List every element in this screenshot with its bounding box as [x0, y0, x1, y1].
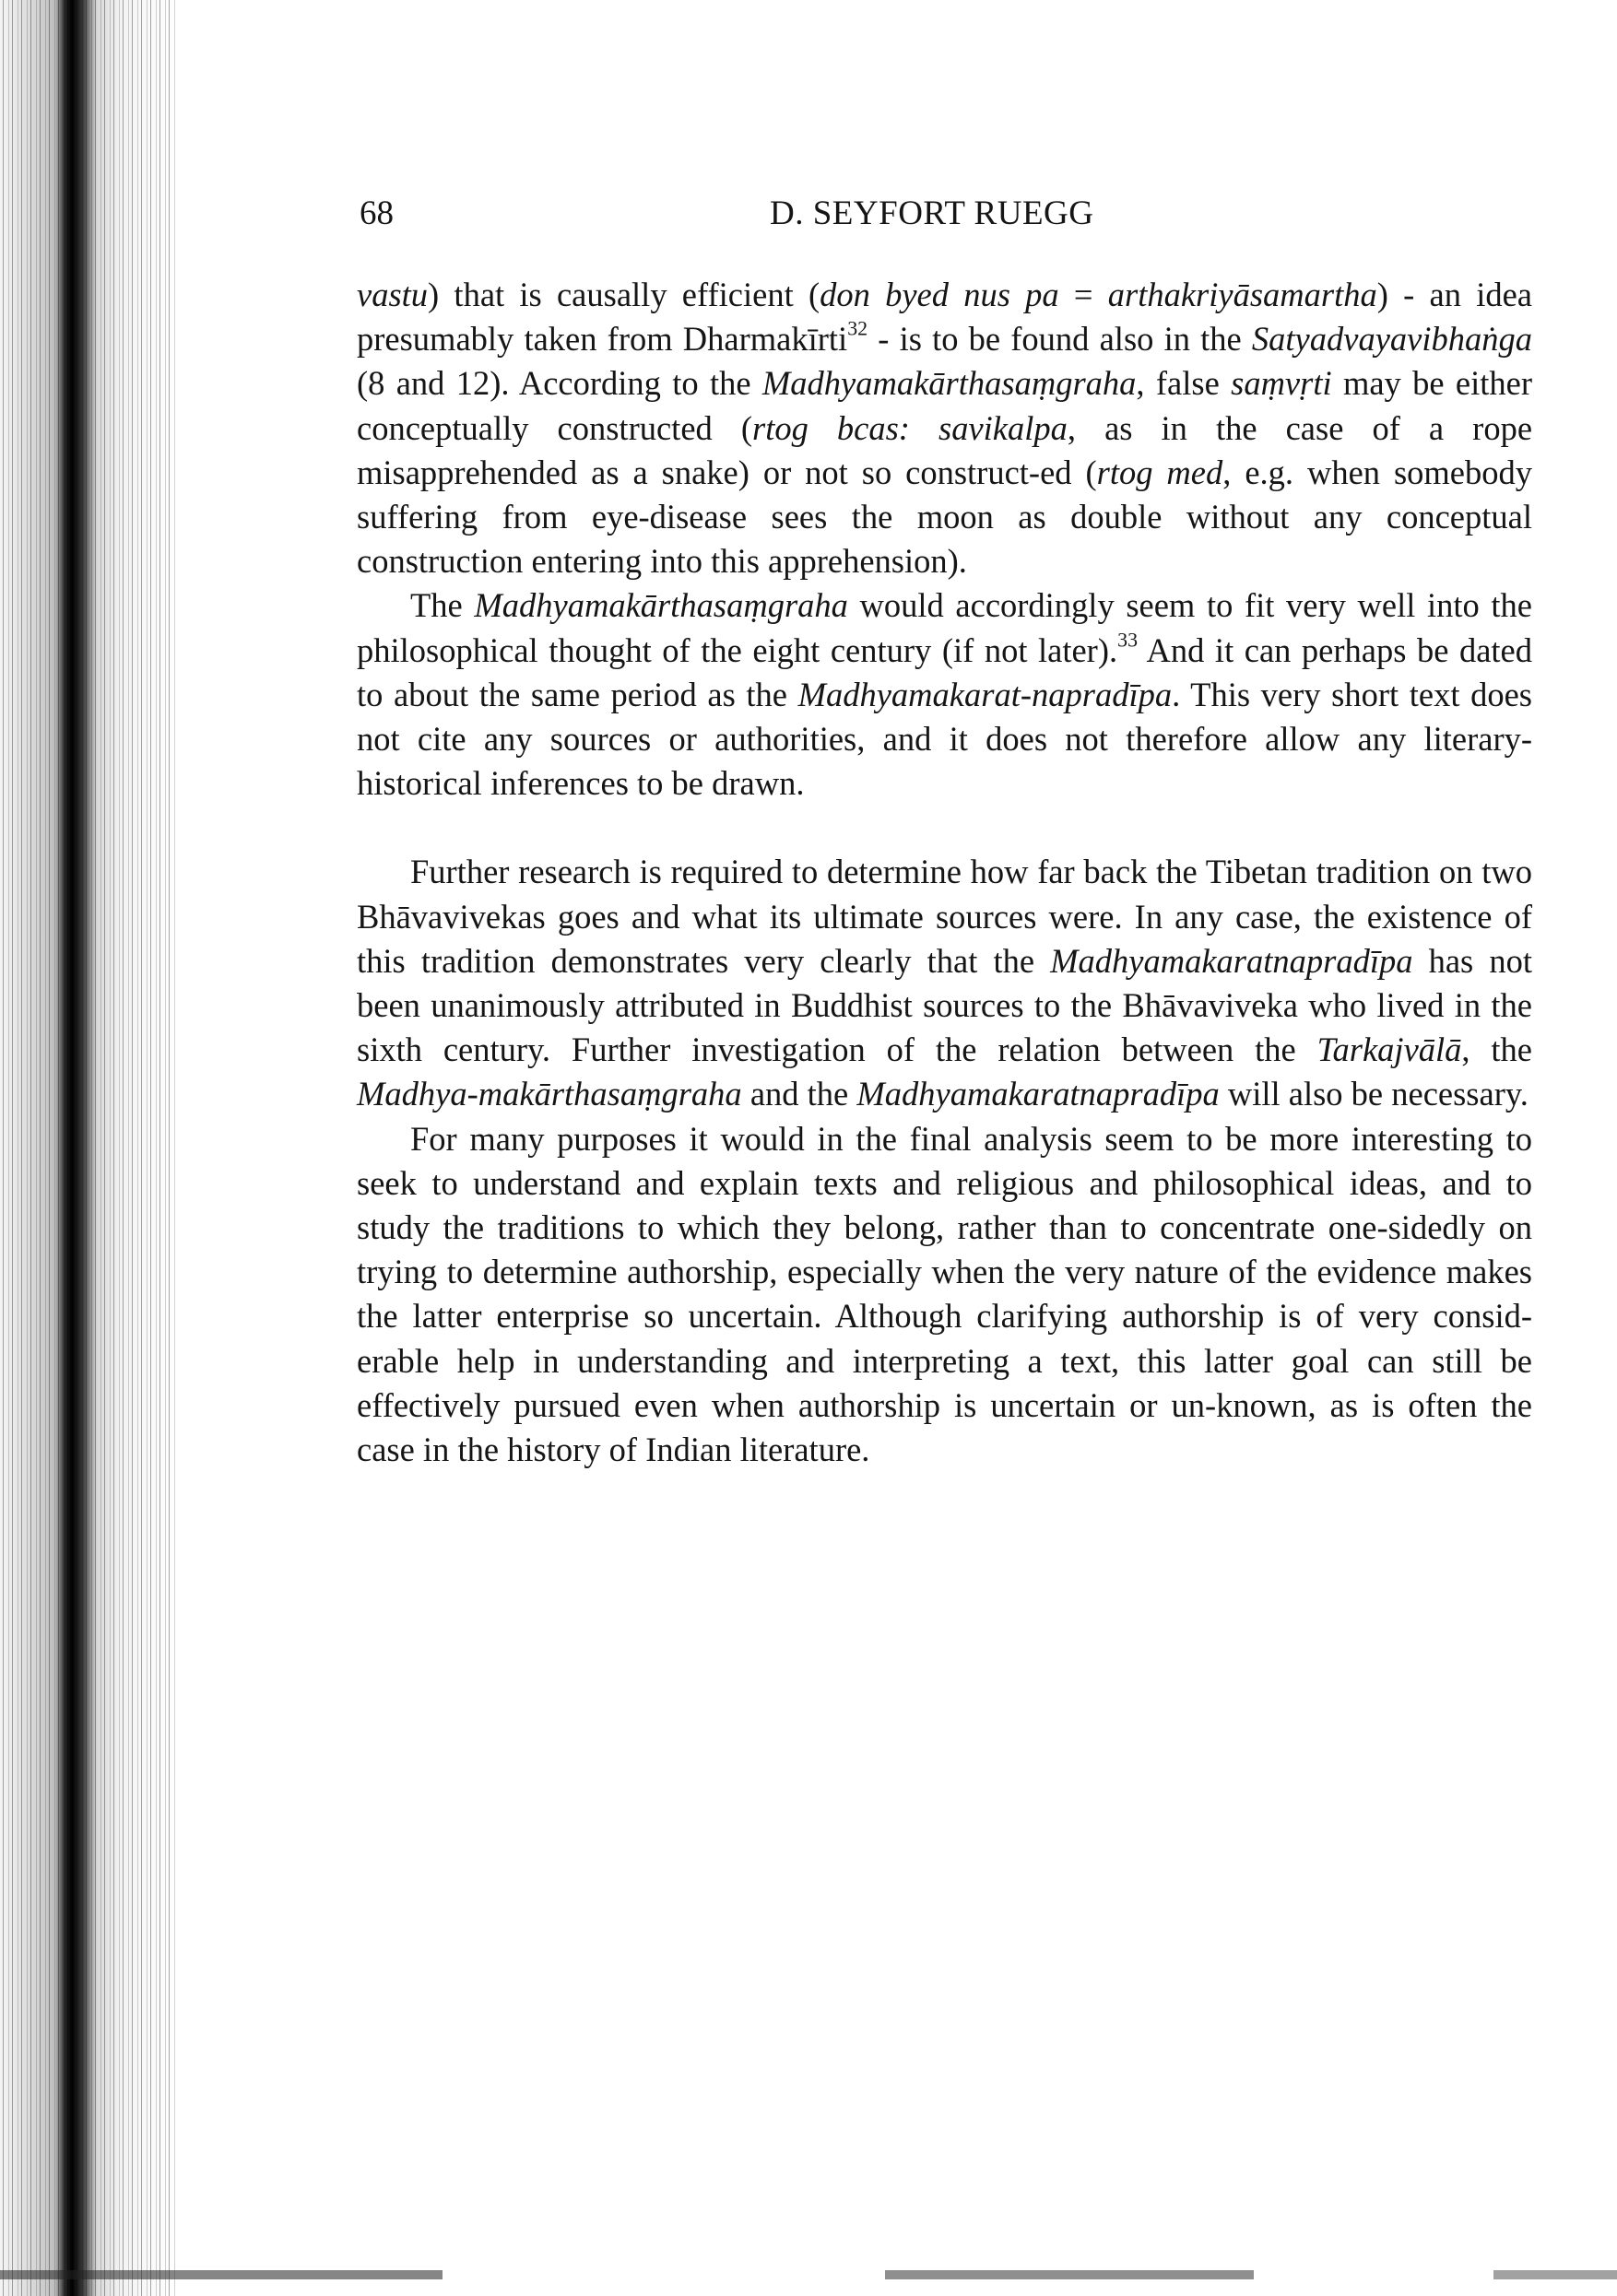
text-run: . This very short text does not cite any sources or authorities, and it does not therefore allow any literary-historical inferences to be drawn. [357, 675, 1532, 803]
text-run: For many purposes it would in the final analysis seem to be more interesting to seek to understand and explain texts and religious and philosophical ideas, and to study the traditions to which they belong, rather than to concentrate one-sidedly on trying to determine authorship, especially when the very nature of the evidence makes the latter enterprise so uncertain. Although clarifying authorship is of very consid-erable help in understanding and interpreting a text, this latter goal can still be effectively pursued even when authorship is uncertain or un-known, as is often the case in the history of Indian literature. [357, 1119, 1532, 1469]
text-run: And it can perhaps be dated to about the same period as the [357, 630, 1533, 713]
text-run: , as in the case of a rope misapprehended as a snake) or not so construct-ed ( [357, 408, 1533, 491]
text-run: , false [1136, 364, 1232, 403]
text-run: , e.g. when somebody suffering from eye-disease sees the moon as double without any conceptual construction entering into this apprehension). [357, 453, 1533, 581]
paragraph-3 [357, 850, 1532, 1116]
running-head: D. SEYFORT RUEGG [770, 194, 1094, 232]
scan-binding-edge [0, 0, 175, 2296]
text-run: may be either conceptually constructed ( [357, 364, 1532, 447]
italic-term: rtog bcas: savikalpa [751, 408, 1068, 447]
text-run: The [410, 586, 475, 625]
footnote-ref: 32 [847, 316, 868, 340]
text-run: ) - an idea presumably taken from Dharmakīrti [357, 276, 1533, 359]
text-run: would accordingly seem to fit very well into the philosophical thought of the eight century (if not later). [357, 586, 1532, 669]
italic-term: rtog med [1096, 453, 1223, 491]
text-run: (8 and 12). According to the [357, 364, 762, 403]
text-run: and the [741, 1075, 857, 1113]
footnote-ref: 33 [1117, 628, 1139, 652]
italic-term: vastu [357, 276, 429, 313]
italic-term: Satyadvayavibhaṅga [1251, 320, 1532, 359]
page-header [360, 184, 1558, 240]
italic-term: Madhyamakaratnapradīpa [1050, 941, 1413, 980]
italic-term: saṃvṛti [1231, 364, 1332, 403]
text-run: = [1058, 276, 1108, 313]
italic-term: arthakriyāsamartha [1107, 276, 1377, 313]
text-run: Further research is required to determine how far back the Tibetan tradition on two Bhāvavivekas goes and what its ultimate sources were. In any case, the existence of this tradition demonstrates very clearly that the [357, 853, 1532, 980]
text-run: has not been unanimously attributed in Buddhist sources to the Bhāvaviveka who lived in the sixth century. Further investigation of the relation between the [357, 941, 1532, 1069]
italic-term: Madhyamakaratnapradīpa [856, 1075, 1220, 1113]
paragraph-4 [357, 1117, 1532, 1473]
italic-term: Tarkajvālā [1316, 1030, 1462, 1069]
body-text [357, 273, 1532, 1472]
text-run: - is to be found also in the [868, 320, 1252, 359]
italic-term: Madhya-makārthasaṃgraha [357, 1075, 742, 1113]
italic-term: Madhyamakārthasaṃgraha [474, 586, 848, 625]
section-break [357, 806, 1532, 850]
text-run: ) that is causally efficient ( [428, 276, 820, 313]
italic-term: Madhyamakarat-napradīpa [797, 675, 1173, 713]
text-run: , the [1461, 1030, 1532, 1069]
paragraph-2 [357, 583, 1532, 806]
italic-term: don byed nus pa [820, 276, 1059, 313]
paragraph-1 [357, 273, 1532, 583]
text-run: will also be necessary. [1219, 1075, 1528, 1113]
page-number: 68 [360, 194, 394, 232]
scan-bottom-edge [0, 2270, 1617, 2279]
italic-term: Madhyamakārthasaṃgraha [761, 364, 1137, 403]
